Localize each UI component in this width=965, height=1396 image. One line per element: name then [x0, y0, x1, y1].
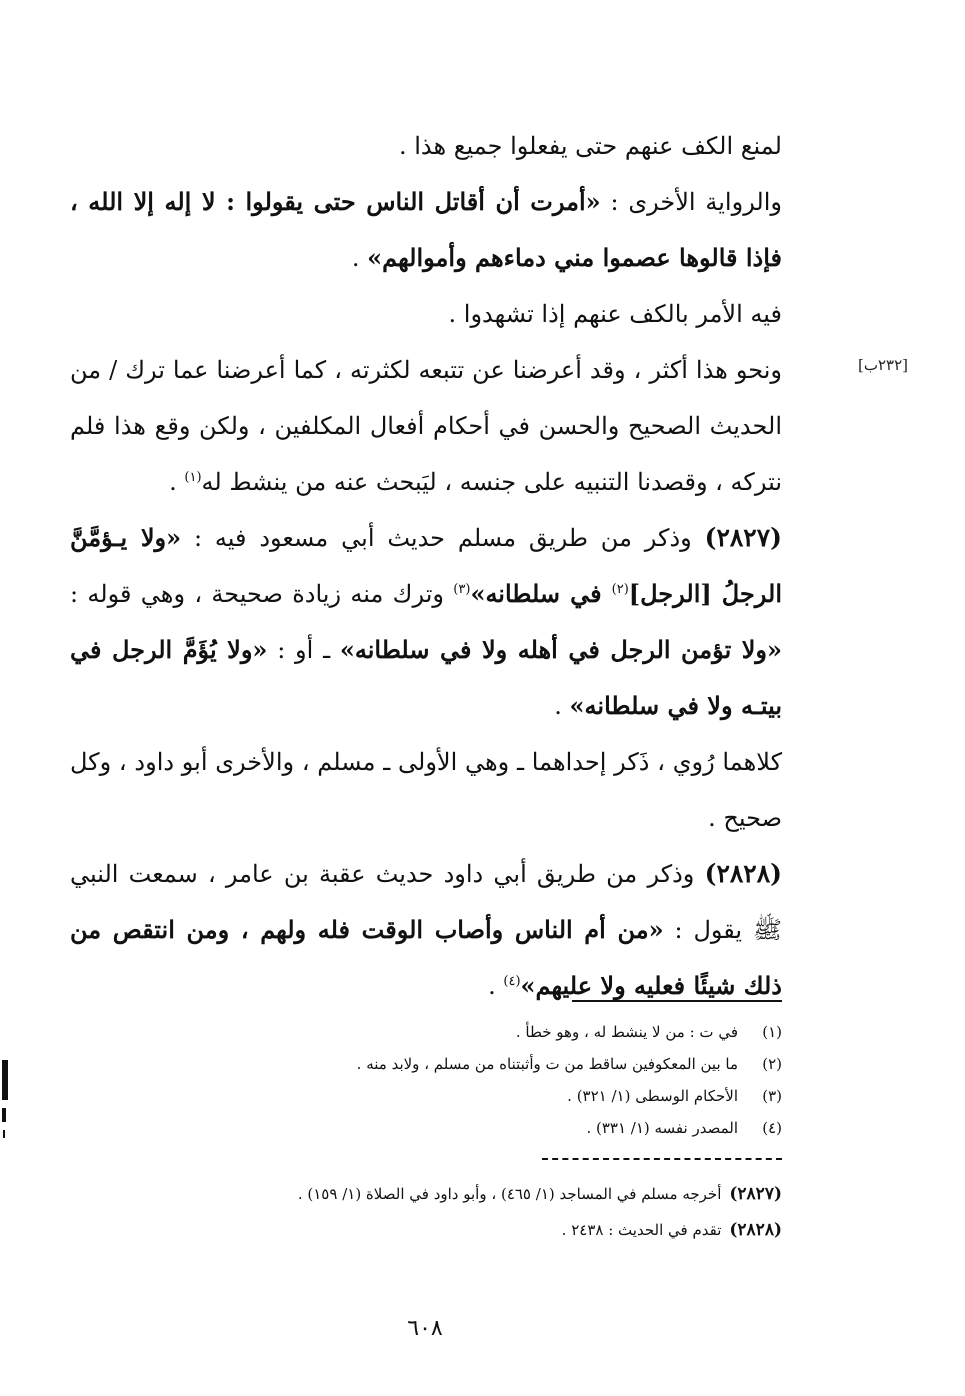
hadith-quote: في سلطانه» — [470, 579, 612, 608]
footnote-ref: (٢) — [611, 582, 629, 597]
text-run: لمنع الكف عنهم حتى يفعلوا جميع هذا . — [398, 132, 782, 160]
paragraph — [70, 174, 782, 286]
page-number: ٦٠٨ — [407, 1316, 443, 1341]
footnote-text: في ت : من لا ينشط له ، وهو خطأ . — [515, 1023, 738, 1041]
footnote-text: المصدر نفسه (١/ ٣٣١) . — [586, 1119, 738, 1137]
footnote-ref: (٣) — [453, 582, 471, 597]
text-run: وذكر من طريق مسلم حديث أبي مسعود فيه : — [181, 524, 705, 552]
main-text — [70, 118, 782, 1014]
takhrij-separator — [542, 1158, 782, 1160]
hadith-quote: «ولا تؤمن الرجل في أهله ولا في سلطانه» — [339, 635, 783, 664]
text-run: . — [554, 692, 570, 720]
footnote-number: (٣) — [762, 1087, 782, 1105]
footnote — [300, 1080, 782, 1112]
manuscript-folio-marker: [٢٣٢ب] — [857, 356, 908, 374]
paragraph — [70, 286, 782, 342]
hadith-quote: «من أم الناس وأصاب الوقت فله ولهم ، ومن انتقص من ذلك شيئًا فعليه ولا عليهم» — [70, 915, 782, 1000]
footnote-number: (١) — [762, 1023, 782, 1041]
paragraph — [70, 846, 782, 1014]
takhrij-number: (٢٨٢٨) — [729, 1220, 782, 1240]
text-run: والرواية الأخرى : — [600, 188, 783, 216]
takhrij-text: أخرجه مسلم في المساجد (١/ ٤٦٥) ، وأبو داود في الصلاة (١/ ١٥٩) . — [297, 1185, 722, 1203]
text-run: ونحو هذا أكثر ، وقد أعرضنا عن تتبعه لكثرته ، كما أعرضنا عما ترك / من الحديث الصحيح والحسن في أحكام أفعال المكلفين ، ولكن وقع هذا فلم نتركه ، وقصدنا التنبيه على جنسه ، ليَبحث عنه من ينشط له — [70, 356, 783, 496]
footnote-separator — [572, 1000, 782, 1002]
footnote-text: ما بين المعكوفين ساقط من ت وأثبتناه من مسلم ، ولابد منه . — [356, 1055, 738, 1073]
text-run: . — [169, 468, 185, 496]
footnote — [300, 1048, 782, 1080]
text-run: فيه الأمر بالكف عنهم إذا تشهدوا . — [448, 300, 782, 328]
takhrij-notes — [150, 1176, 782, 1248]
text-run: ـ أو : — [267, 636, 340, 664]
text-run: وذكر من طريق أبي داود حديث عقبة بن عامر ، سمعت النبي ﷺ يقول : — [70, 860, 782, 944]
hadith-quote: «أمرت أن أقاتل الناس حتى يقولوا : لا إله إلا الله ، فإذا قالوها عصموا مني دماءهم وأموالهم» — [70, 187, 782, 272]
takhrij-entry — [150, 1212, 782, 1248]
takhrij-text: تقدم في الحديث : ٢٤٣٨ . — [561, 1221, 722, 1239]
footnote — [300, 1016, 782, 1048]
paragraph — [70, 510, 782, 734]
footnote-ref: (٤) — [503, 974, 521, 989]
hadith-quote: «ولا يـؤمَّنَّ الرجلُ [الرجل] — [70, 523, 782, 608]
text-run: وترك منه زيادة صحيحة ، وهي قوله : — [70, 580, 454, 608]
footnote-number: (٤) — [762, 1119, 782, 1137]
text-run: . — [488, 972, 504, 1000]
takhrij-number: (٢٨٢٧) — [729, 1184, 782, 1204]
footnote-text: الأحكام الوسطى (١/ ٣٢١) . — [567, 1087, 738, 1105]
scan-edge-mark — [0, 1060, 10, 1140]
footnote — [300, 1112, 782, 1144]
footnote-number: (٢) — [762, 1055, 782, 1073]
text-run: . — [351, 244, 368, 272]
text-run: كلاهما رُوي ، ذَكر إحداهما ـ وهي الأولى ـ مسلم ، والأخرى أبو داود ، وكل صحيح . — [70, 748, 782, 832]
takhrij-entry — [150, 1176, 782, 1212]
paragraph — [70, 734, 782, 846]
footnote-ref: (١) — [184, 470, 202, 485]
footnotes — [300, 1016, 782, 1144]
paragraph — [70, 342, 782, 510]
paragraph — [70, 118, 782, 174]
hadith-number: (٢٨٢٧) — [704, 523, 782, 552]
hadith-number: (٢٨٢٨) — [704, 859, 782, 888]
hadith-quote: «ولا يُؤَمَّ الرجل في بيتـه ولا في سلطانه» — [70, 635, 782, 720]
